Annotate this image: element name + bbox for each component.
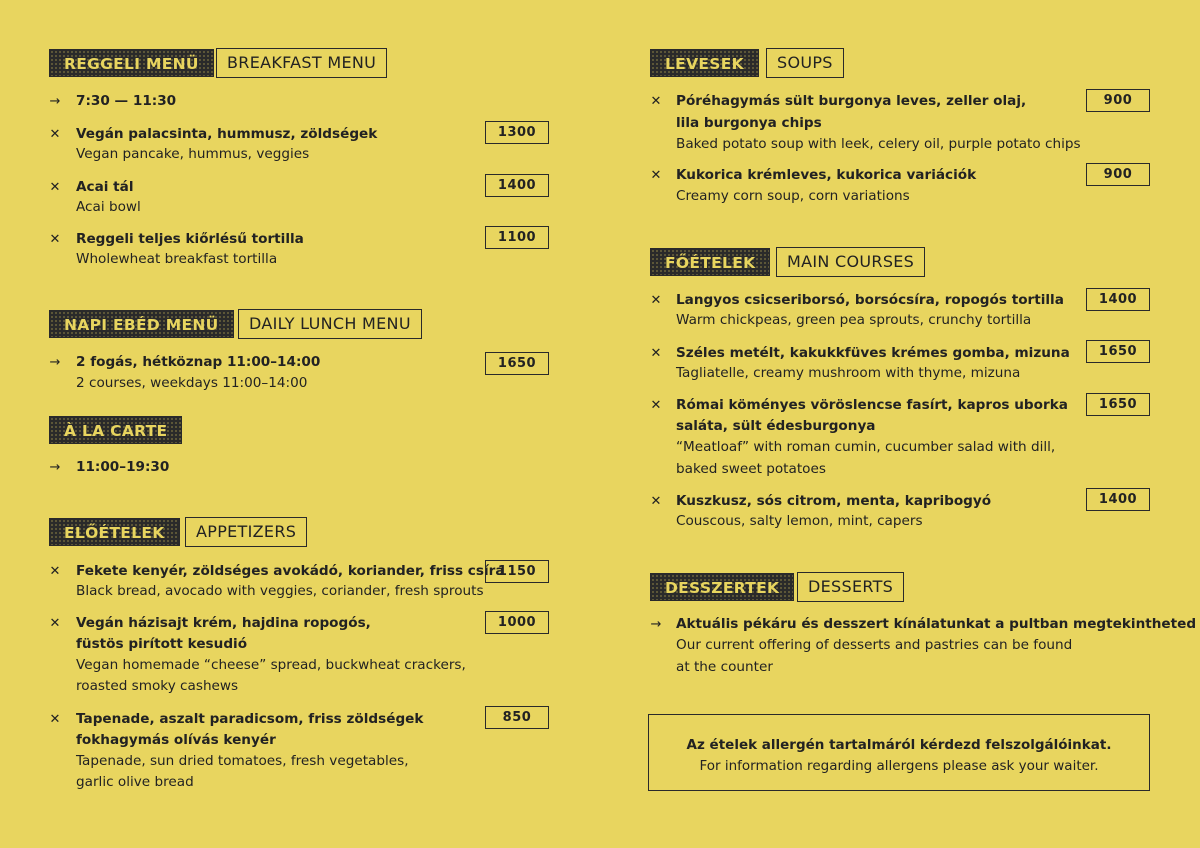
price-box: 1650: [1086, 340, 1150, 363]
soup-item-hu: Kukorica krémleves, kukorica variációk: [676, 167, 977, 183]
allergen-hu: Az ételek allergén tartalmáról kérdezd felszolgálóinkat.: [686, 737, 1112, 753]
appetizer-item-en: Black bread, avocado with veggies, coriander, fresh sprouts: [76, 583, 484, 599]
cross-icon: ✕: [49, 180, 61, 195]
price-box: 850: [485, 706, 549, 729]
breakfast-tag-hu: REGGELI MENÜ: [49, 49, 214, 77]
main-item-en: Warm chickpeas, green pea sprouts, crunchy tortilla: [676, 312, 1032, 328]
price-box: 1100: [485, 226, 549, 249]
arrow-right-icon: →: [49, 94, 61, 109]
cross-icon: ✕: [49, 712, 61, 727]
cross-icon: ✕: [650, 398, 662, 413]
cross-icon: ✕: [650, 168, 662, 183]
cross-icon: ✕: [650, 94, 662, 109]
main-item-hu: Kuszkusz, sós citrom, menta, kapribogyó: [676, 493, 992, 509]
price-box: 1300: [485, 121, 549, 144]
main-item-hu: saláta, sült édesburgonya: [676, 418, 876, 434]
appetizer-item-en: Tapenade, sun dried tomatoes, fresh vegetables,: [76, 753, 409, 769]
mains-tag-en: MAIN COURSES: [776, 247, 925, 277]
alacarte-hours: 11:00–19:30: [76, 459, 170, 475]
price-box: 1650: [1086, 393, 1150, 416]
price-box: 1400: [1086, 288, 1150, 311]
soup-item-hu: Póréhagymás sült burgonya leves, zeller olaj,: [676, 93, 1027, 109]
appetizer-item-hu: Tapenade, aszalt paradicsom, friss zöldségek: [76, 711, 424, 727]
soup-item-en: Creamy corn soup, corn variations: [676, 188, 910, 204]
lunch-hu: 2 fogás, hétköznap 11:00–14:00: [76, 354, 321, 370]
cross-icon: ✕: [49, 232, 61, 247]
desserts-en: Our current offering of desserts and pastries can be found: [676, 637, 1073, 653]
price-box: 1400: [485, 174, 549, 197]
main-item-en: Tagliatelle, creamy mushroom with thyme, mizuna: [676, 365, 1021, 381]
appetizer-item-en: Vegan homemade “cheese” spread, buckwheat crackers,: [76, 657, 466, 673]
breakfast-tag-en: BREAKFAST MENU: [216, 48, 387, 78]
price-box: 900: [1086, 89, 1150, 112]
breakfast-item-en: Wholewheat breakfast tortilla: [76, 251, 278, 267]
appetizer-item-hu: füstös pirított kesudió: [76, 636, 248, 652]
desserts-en: at the counter: [676, 659, 773, 675]
appetizer-item-en: roasted smoky cashews: [76, 678, 239, 694]
alacarte-tag: À LA CARTE: [49, 416, 182, 444]
appetizer-item-hu: fokhagymás olívás kenyér: [76, 732, 276, 748]
soup-item-en: Baked potato soup with leek, celery oil, purple potato chips: [676, 136, 1081, 152]
appetizer-item-hu: Vegán házisajt krém, hajdina ropogós,: [76, 615, 371, 631]
arrow-right-icon: →: [650, 617, 662, 632]
main-item-hu: Széles metélt, kakukkfüves krémes gomba, mizuna: [676, 345, 1070, 361]
breakfast-item-en: Acai bowl: [76, 199, 141, 215]
breakfast-item-en: Vegan pancake, hummus, veggies: [76, 146, 310, 162]
breakfast-hours: 7:30 — 11:30: [76, 93, 177, 109]
breakfast-item-hu: Reggeli teljes kiőrlésű tortilla: [76, 231, 304, 247]
desserts-tag-en: DESSERTS: [797, 572, 904, 602]
desserts-tag-hu: DESSZERTEK: [650, 573, 794, 601]
cross-icon: ✕: [49, 127, 61, 142]
mains-tag-hu: FŐÉTELEK: [650, 248, 770, 276]
price-box: 1650: [485, 352, 549, 375]
lunch-en: 2 courses, weekdays 11:00–14:00: [76, 375, 308, 391]
breakfast-item-hu: Vegán palacsinta, hummusz, zöldségek: [76, 126, 378, 142]
appetizer-item-en: garlic olive bread: [76, 774, 194, 790]
soups-tag-hu: LEVESEK: [650, 49, 759, 77]
price-box: 900: [1086, 163, 1150, 186]
price-box: 1000: [485, 611, 549, 634]
appetizers-tag-en: APPETIZERS: [185, 517, 307, 547]
cross-icon: ✕: [49, 616, 61, 631]
soup-item-hu: lila burgonya chips: [676, 115, 822, 131]
cross-icon: ✕: [650, 346, 662, 361]
arrow-right-icon: →: [49, 460, 61, 475]
soups-tag-en: SOUPS: [766, 48, 844, 78]
breakfast-item-hu: Acai tál: [76, 179, 134, 195]
main-item-hu: Langyos csicseriborsó, borsócsíra, ropogós tortilla: [676, 292, 1064, 308]
lunch-tag-en: DAILY LUNCH MENU: [238, 309, 422, 339]
arrow-right-icon: →: [49, 355, 61, 370]
main-item-en: “Meatloaf” with roman cumin, cucumber salad with dill,: [676, 439, 1056, 455]
price-box: 1150: [485, 560, 549, 583]
appetizer-item-hu: Fekete kenyér, zöldséges avokádó, koriander, friss csíra: [76, 563, 505, 579]
lunch-tag-hu: NAPI EBÉD MENÜ: [49, 310, 234, 338]
appetizers-tag-hu: ELŐÉTELEK: [49, 518, 180, 546]
main-item-en: baked sweet potatoes: [676, 461, 826, 477]
cross-icon: ✕: [650, 293, 662, 308]
allergen-notice: [648, 714, 1150, 791]
desserts-hu: Aktuális pékáru és desszert kínálatunkat a pultban megtekintheted: [676, 616, 1197, 632]
allergen-en: For information regarding allergens please ask your waiter.: [699, 758, 1099, 774]
cross-icon: ✕: [650, 494, 662, 509]
main-item-en: Couscous, salty lemon, mint, capers: [676, 513, 923, 529]
main-item-hu: Római köményes vöröslencse fasírt, kapros uborka: [676, 397, 1068, 413]
price-box: 1400: [1086, 488, 1150, 511]
cross-icon: ✕: [49, 564, 61, 579]
